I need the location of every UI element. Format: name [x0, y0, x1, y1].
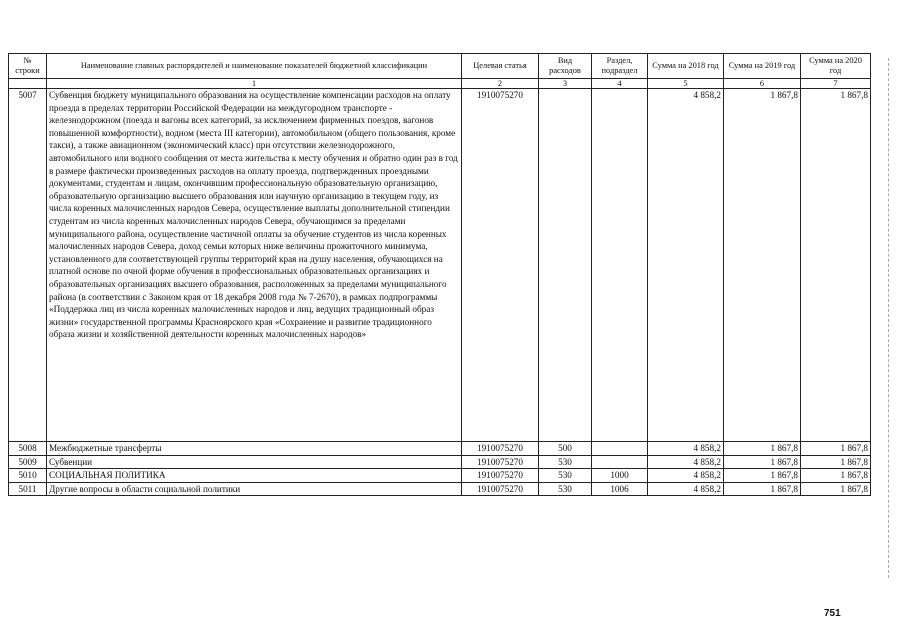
row-number: 5011	[9, 482, 47, 496]
row-target: 1910075270	[462, 455, 539, 469]
budget-table	[8, 53, 871, 496]
column-number: 5	[648, 79, 724, 89]
header-target-article: Целевая статья	[462, 54, 539, 79]
row-section: 1006	[592, 482, 648, 496]
row-kind: 500	[539, 442, 592, 456]
row-kind: 530	[539, 455, 592, 469]
row-sum-2018: 4 858,2	[648, 482, 724, 496]
header-row-number: № строки	[9, 54, 47, 79]
column-number: 7	[801, 79, 871, 89]
row-number: 5007	[9, 89, 47, 442]
header-section: Раздел, подраздел	[592, 54, 648, 79]
table-row	[9, 455, 871, 469]
row-name: Другие вопросы в области социальной политики	[47, 482, 462, 496]
row-sum-2020: 1 867,8	[801, 89, 871, 442]
row-kind: 530	[539, 469, 592, 483]
row-sum-2020: 1 867,8	[801, 482, 871, 496]
table-row	[9, 482, 871, 496]
header-expense-kind: Вид расходов	[539, 54, 592, 79]
row-sum-2019: 1 867,8	[724, 442, 801, 456]
row-target: 1910075270	[462, 482, 539, 496]
table-row	[9, 89, 871, 442]
row-section	[592, 89, 648, 442]
row-sum-2020: 1 867,8	[801, 469, 871, 483]
row-sum-2018: 4 858,2	[648, 442, 724, 456]
header-name: Наименование главных распорядителей и наименование показателей бюджетной классификации	[47, 54, 462, 79]
row-sum-2018: 4 858,2	[648, 455, 724, 469]
table-row	[9, 442, 871, 456]
header-sum-2020: Сумма на 2020 год	[801, 54, 871, 79]
row-sum-2019: 1 867,8	[724, 89, 801, 442]
row-section: 1000	[592, 469, 648, 483]
column-number: 4	[592, 79, 648, 89]
row-sum-2019: 1 867,8	[724, 455, 801, 469]
row-sum-2019: 1 867,8	[724, 469, 801, 483]
row-target: 1910075270	[462, 89, 539, 442]
scan-margin-line	[888, 58, 889, 578]
table-row	[9, 469, 871, 483]
row-sum-2018: 4 858,2	[648, 89, 724, 442]
header-row	[9, 54, 871, 79]
row-sum-2019: 1 867,8	[724, 482, 801, 496]
column-number	[9, 79, 47, 89]
row-sum-2020: 1 867,8	[801, 442, 871, 456]
row-number: 5008	[9, 442, 47, 456]
row-sum-2018: 4 858,2	[648, 469, 724, 483]
column-number: 1	[47, 79, 462, 89]
column-number: 6	[724, 79, 801, 89]
column-number: 3	[539, 79, 592, 89]
page-number: 751	[824, 608, 841, 619]
row-number: 5010	[9, 469, 47, 483]
row-section	[592, 455, 648, 469]
row-name: Межбюджетные трансферты	[47, 442, 462, 456]
row-target: 1910075270	[462, 469, 539, 483]
row-name: СОЦИАЛЬНАЯ ПОЛИТИКА	[47, 469, 462, 483]
row-kind	[539, 89, 592, 442]
column-number-row	[9, 79, 871, 89]
row-kind: 530	[539, 482, 592, 496]
header-sum-2019: Сумма на 2019 год	[724, 54, 801, 79]
row-sum-2020: 1 867,8	[801, 455, 871, 469]
row-section	[592, 442, 648, 456]
row-target: 1910075270	[462, 442, 539, 456]
header-sum-2018: Сумма на 2018 год	[648, 54, 724, 79]
row-name: Субвенции	[47, 455, 462, 469]
row-name: Субвенция бюджету муниципального образования на осуществление компенсации расходов на оплату проезда в пределах территории Российской Федерации на междугородном транспорте - железнодорожном (поезда и вагоны всех категорий, за исключением фирменных поездов, вагонов повышенной комфортности), водном (места III категории), автомобильном (общего пользования, кроме такси), а также авиационном (экономический класс) при отсутствии железнодорожного, автомобильного или водного сообщения от места жительства к месту обучения и обратно один раз в год в размере фактически произведенных расходов на оплату проезда, подтвержденных проездными документами, студентам и лицам, окончившим профессиональную образовательную организацию, образовательную организацию высшего образования или научную организацию в текущем году, из числа коренных малочисленных народов Севера, осуществление выплаты дополнительной стипендии студентам из числа коренных малочисленных народов Севера, обучающимся за пределами муниципального района, осуществление частичной оплаты за обучение студентов из числа коренных малочисленных народов Севера, доход семьи которых ниже величины прожиточного минимума, установленного для соответствующей группы территорий края на душу населения, обучающихся на платной основе по очной форме обучения в профессиональных образовательных организациях и образовательных организациях высшего образования, расположенных за пределами муниципального района (в соответствии с Законом края от 18 декабря 2008 года № 7-2670), в рамках подпрограммы «Поддержка лиц из числа коренных малочисленных народов и лиц, ведущих традиционный образ жизни» государственной программы Красноярского края «Сохранение и развитие традиционного образа жизни и хозяйственной деятельности коренных малочисленных народов»	[47, 89, 462, 442]
column-number: 2	[462, 79, 539, 89]
row-number: 5009	[9, 455, 47, 469]
